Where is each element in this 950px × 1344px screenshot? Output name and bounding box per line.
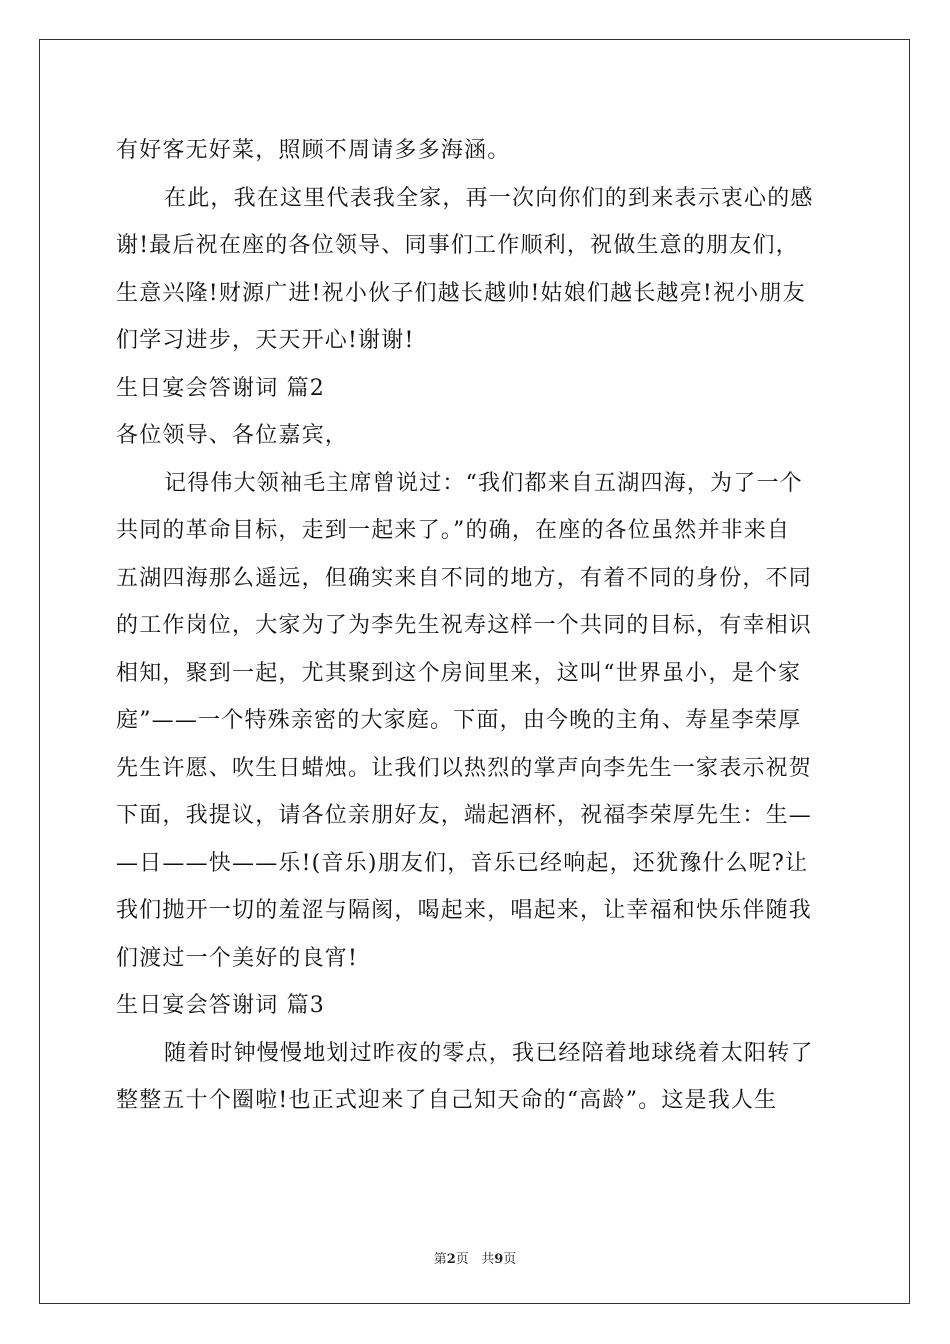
text-line-3: 谢!最后祝在座的各位领导、同事们工作顺利，祝做生意的朋友们， — [116, 233, 799, 258]
section-heading-2: 生日宴会答谢词 篇2 — [116, 375, 325, 401]
text-line-20: 随着时钟慢慢地划过昨夜的零点，我已经陪着地球绕着太阳转了 — [164, 1040, 814, 1066]
text-line-14: 先生许愿、吹生日蜡烛。让我们以热烈的掌声向李先生一家表示祝贺 — [116, 755, 813, 781]
salutation: 各位领导、各位嘉宾， — [116, 423, 349, 448]
text-line-2: 在此，我在这里代表我全家，再一次向你们的到来表示衷心的感 — [164, 185, 814, 211]
section-heading-3: 生日宴会答谢词 篇3 — [116, 993, 325, 1018]
text-line-11: 的工作岗位，大家为了为李先生祝寿这样一个共同的目标，有幸相识 — [116, 613, 813, 638]
text-line-1: 有好客无好菜，照顾不周请多多海涵。 — [116, 138, 511, 163]
total-suffix: 页 — [503, 1252, 517, 1267]
text-line-18: 们渡过一个美好的良宵! — [116, 945, 359, 971]
page-suffix: 页 — [455, 1252, 469, 1267]
text-line-12: 相知，聚到一起，尤其聚到这个房间里来，这叫“世界虽小，是个家 — [116, 660, 802, 686]
document-body — [116, 127, 834, 1125]
text-line-21: 整整五十个圈啦!也正式迎来了自己知天命的“高龄”。这是我人生 — [116, 1088, 778, 1113]
page-number: 2 — [446, 1252, 456, 1267]
text-line-5: 们学习进步，天天开心!谢谢! — [116, 328, 415, 353]
text-line-8: 记得伟大领袖毛主席曾说过：“我们都来自五湖四海，为了一个 — [164, 470, 803, 496]
text-line-4: 生意兴隆!财源广进!祝小伙子们越长越帅!姑娘们越长越亮!祝小朋友 — [116, 280, 806, 306]
total-prefix: 共 — [481, 1252, 495, 1267]
text-line-13: 庭”——一个特殊亲密的大家庭。下面，由今晚的主角、寿星李荣厚 — [116, 708, 802, 733]
text-line-9: 共同的革命目标，走到一起来了。”的确，在座的各位虽然并非来自 — [116, 518, 791, 543]
text-line-10: 五湖四海那么遥远，但确实来自不同的地方，有着不同的身份，不同 — [116, 565, 813, 591]
page-prefix: 第 — [433, 1252, 447, 1267]
text-line-17: 我们抛开一切的羞涩与隔阂，喝起来，唱起来，让幸福和快乐伴随我 — [116, 898, 813, 923]
text-line-15: 下面，我提议，请各位亲朋好友，端起酒杯，祝福李荣厚先生：生— — [116, 803, 813, 828]
page-footer — [0, 1248, 950, 1267]
total-pages: 9 — [494, 1252, 504, 1267]
text-line-16: —日——快——乐!(音乐)朋友们，音乐已经响起，还犹豫什么呢?让 — [116, 850, 809, 876]
